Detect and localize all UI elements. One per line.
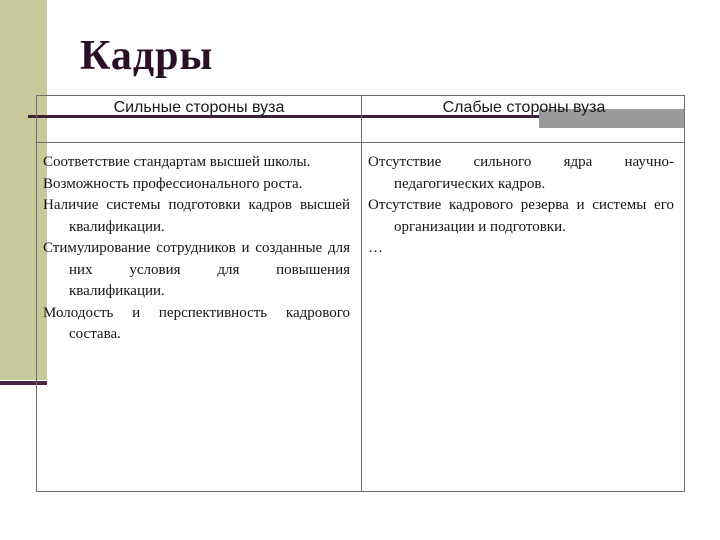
swot-table (36, 95, 685, 492)
strengths-cell (43, 152, 350, 346)
strength-item: Стимулирование сотрудников и созданные для них условия для повышения квалификации. (43, 240, 350, 299)
header-weaknesses: Слабые стороны вуза (442, 99, 606, 116)
strength-item: Наличие системы подготовки кадров высшей квалификации. (43, 197, 350, 235)
column-divider (361, 96, 362, 491)
weakness-item: Отсутствие сильного ядра научно-педагогических кадров. (368, 154, 674, 192)
strength-item: Молодость и перспективность кадрового состава. (43, 304, 350, 342)
strength-item: Возможность профессионального роста. (43, 175, 303, 192)
weaknesses-cell (368, 152, 674, 260)
weakness-item: … (368, 240, 383, 256)
strength-item: Соответствие стандартам высшей школы. (43, 154, 311, 170)
header-row-divider (37, 142, 684, 143)
header-strengths: Сильные стороны вуза (113, 99, 285, 116)
weakness-item: Отсутствие кадрового резерва и системы его организации и подготовки. (368, 197, 674, 235)
slide-title: Кадры (80, 33, 214, 79)
